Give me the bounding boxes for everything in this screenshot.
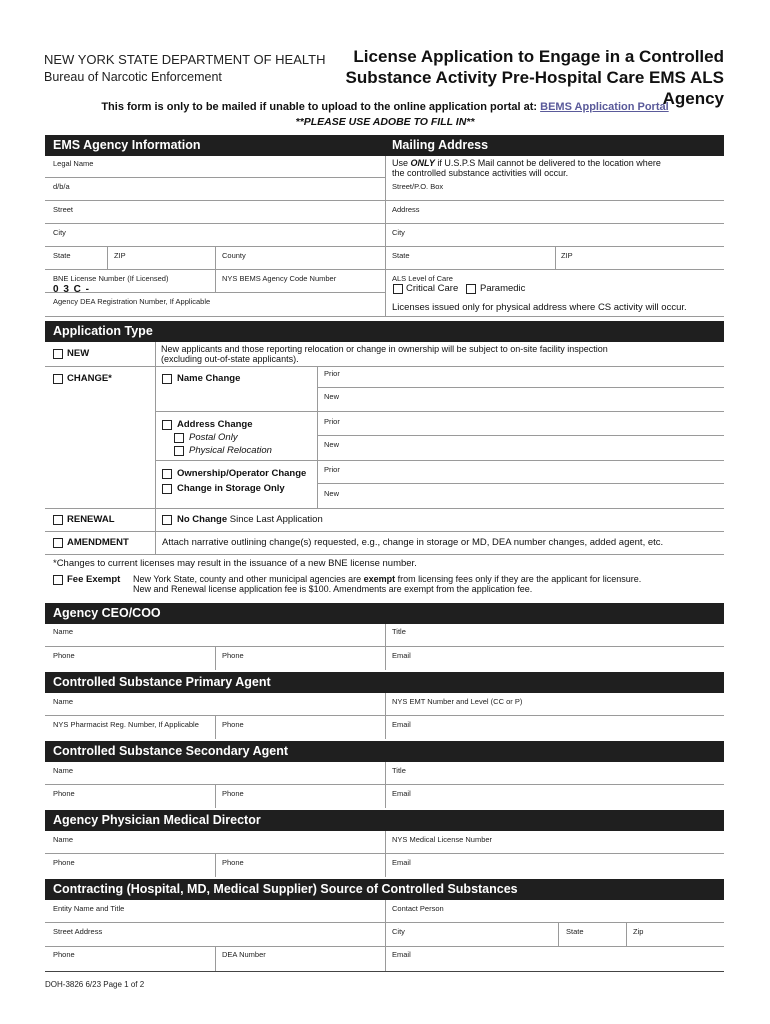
source-contact-field[interactable]: Contact Person bbox=[392, 904, 444, 913]
amendment-label: AMENDMENT bbox=[67, 537, 129, 548]
county-field[interactable]: County bbox=[222, 251, 246, 260]
department-name: NEW YORK STATE DEPARTMENT OF HEALTH bbox=[44, 52, 326, 67]
divider bbox=[45, 784, 724, 785]
divider bbox=[45, 292, 385, 293]
divider bbox=[215, 715, 216, 739]
paramedic-checkbox[interactable] bbox=[466, 284, 476, 294]
source-email-field[interactable]: Email bbox=[392, 950, 411, 959]
street-po-box-field[interactable]: Street/P.O. Box bbox=[392, 182, 444, 191]
no-change-label bbox=[177, 514, 323, 525]
fee-note bbox=[133, 574, 641, 594]
name-change-new-field[interactable]: New bbox=[324, 392, 340, 401]
new-note-line1: New applicants and those reporting relocation or change in ownership will be subject to on-site facility inspection bbox=[161, 344, 608, 354]
license-address-note: Licenses issued only for physical address where CS activity will occur. bbox=[392, 302, 687, 313]
ceo-phone1-field[interactable]: Phone bbox=[53, 651, 75, 660]
new-note bbox=[161, 344, 608, 364]
address-change-label: Address Change bbox=[177, 419, 253, 430]
section-primary-agent bbox=[45, 672, 724, 693]
address-change-new-field[interactable]: New bbox=[324, 440, 340, 449]
primary-emt-field[interactable]: NYS EMT Number and Level (CC or P) bbox=[392, 697, 523, 706]
section-cs-source bbox=[45, 879, 724, 900]
bems-portal-link[interactable]: BEMS Application Portal bbox=[540, 101, 669, 113]
divider bbox=[558, 922, 559, 946]
secondary-title-field[interactable]: Title bbox=[392, 766, 406, 775]
divider bbox=[45, 316, 724, 317]
renewal-checkbox[interactable] bbox=[53, 515, 63, 525]
section-application-type bbox=[45, 321, 724, 342]
name-change-checkbox[interactable] bbox=[162, 374, 172, 384]
source-city-field[interactable]: City bbox=[392, 927, 405, 936]
bureau-name: Bureau of Narcotic Enforcement bbox=[44, 70, 222, 84]
state-field[interactable]: State bbox=[53, 251, 71, 260]
physical-relocation-label: Physical Relocation bbox=[189, 445, 272, 456]
primary-phone-field[interactable]: Phone bbox=[222, 720, 244, 729]
amendment-note: Attach narrative outlining change(s) requested, e.g., change in storage or MD, DEA number changes, added agent, etc. bbox=[162, 537, 664, 548]
section-ems-agency bbox=[45, 135, 724, 156]
storage-change-checkbox[interactable] bbox=[162, 484, 172, 494]
divider bbox=[45, 715, 724, 716]
primary-pharmacist-field[interactable]: NYS Pharmacist Reg. Number, If Applicable bbox=[53, 720, 199, 729]
street-field[interactable]: Street bbox=[53, 205, 74, 214]
divider bbox=[45, 646, 724, 647]
critical-care-label: Critical Care bbox=[406, 283, 459, 294]
divider bbox=[317, 387, 724, 388]
physician-section-title: Agency Physician Medical Director bbox=[53, 813, 261, 827]
divider bbox=[385, 900, 386, 971]
divider bbox=[45, 177, 385, 178]
divider bbox=[45, 200, 724, 201]
secondary-name-field[interactable]: Name bbox=[53, 766, 74, 775]
legal-name-field[interactable]: Legal Name bbox=[53, 159, 94, 168]
divider bbox=[215, 784, 216, 808]
physician-email-field[interactable]: Email bbox=[392, 858, 411, 867]
section-physician bbox=[45, 810, 724, 831]
als-level-label: ALS Level of Care bbox=[392, 274, 453, 283]
divider bbox=[45, 366, 724, 367]
divider bbox=[155, 342, 156, 554]
ownership-change-checkbox[interactable] bbox=[162, 469, 172, 479]
bne-license-field[interactable]: BNE License Number (If Licensed) bbox=[53, 274, 169, 283]
amendment-checkbox[interactable] bbox=[53, 538, 63, 548]
storage-change-label: Change in Storage Only bbox=[177, 483, 285, 494]
divider bbox=[317, 483, 724, 484]
ceo-section-title: Agency CEO/COO bbox=[53, 606, 161, 620]
mailing-note-pre: Use bbox=[392, 158, 411, 168]
primary-email-field[interactable]: Email bbox=[392, 720, 411, 729]
divider bbox=[626, 922, 627, 946]
address-change-prior-field[interactable]: Prior bbox=[324, 417, 340, 426]
divider bbox=[385, 762, 386, 808]
divider bbox=[215, 946, 216, 971]
source-zip-field[interactable]: Zip bbox=[633, 927, 644, 936]
ceo-title-field[interactable]: Title bbox=[392, 627, 406, 636]
secondary-phone1-field[interactable]: Phone bbox=[53, 789, 75, 798]
fee-note-pre: New York State, county and other municipal agencies are bbox=[133, 574, 364, 584]
divider bbox=[45, 269, 724, 270]
physician-phone1-field[interactable]: Phone bbox=[53, 858, 75, 867]
fee-exempt-checkbox[interactable] bbox=[53, 575, 63, 585]
fee-note-bold: exempt bbox=[363, 574, 396, 584]
address-change-checkbox[interactable] bbox=[162, 420, 172, 430]
name-change-prior-field[interactable]: Prior bbox=[324, 369, 340, 378]
mailing-address-field[interactable]: Address bbox=[392, 205, 420, 214]
divider bbox=[45, 853, 724, 854]
mailing-note-only: ONLY bbox=[410, 158, 435, 168]
new-checkbox[interactable] bbox=[53, 349, 63, 359]
mailing-note-line1 bbox=[392, 158, 661, 168]
new-label: NEW bbox=[67, 348, 90, 359]
mailing-state-field[interactable]: State bbox=[392, 251, 410, 260]
mailing-note-post: if U.S.P.S Mail cannot be delivered to the location where bbox=[434, 158, 661, 168]
ceo-phone2-field[interactable]: Phone bbox=[222, 651, 244, 660]
ems-section-title: EMS Agency Information bbox=[53, 138, 201, 152]
divider bbox=[45, 946, 724, 947]
no-change-rest: Since Last Application bbox=[227, 514, 323, 525]
agency-dea-field[interactable]: Agency DEA Registration Number, If Applicable bbox=[53, 297, 211, 306]
secondary-section-title: Controlled Substance Secondary Agent bbox=[53, 744, 288, 758]
source-entity-field[interactable]: Entity Name and Title bbox=[53, 904, 125, 913]
source-section-title: Contracting (Hospital, MD, Medical Supplier) Source of Controlled Substances bbox=[53, 882, 518, 896]
divider bbox=[45, 508, 724, 509]
primary-section-title: Controlled Substance Primary Agent bbox=[53, 675, 271, 689]
renewal-label: RENEWAL bbox=[67, 514, 115, 525]
new-note-line2: (excluding out-of-state applicants). bbox=[161, 354, 299, 364]
divider bbox=[385, 156, 386, 316]
divider bbox=[45, 223, 724, 224]
ceo-name-field[interactable]: Name bbox=[53, 627, 74, 636]
divider bbox=[385, 693, 386, 739]
critical-care-checkbox[interactable] bbox=[393, 284, 403, 294]
change-checkbox[interactable] bbox=[53, 374, 63, 384]
postal-only-label: Postal Only bbox=[189, 432, 238, 443]
form-title bbox=[304, 46, 724, 109]
no-change-checkbox[interactable] bbox=[162, 515, 172, 525]
mailing-note-line2: the controlled substance activities will occur. bbox=[392, 168, 569, 178]
divider bbox=[215, 853, 216, 877]
fee-note-line1 bbox=[133, 574, 641, 584]
adobe-notice: **PLEASE USE ADOBE TO FILL IN** bbox=[295, 116, 475, 128]
mail-notice-text: This form is only to be mailed if unable to upload to the online application portal at: bbox=[101, 101, 541, 113]
fee-note-line2: New and Renewal license application fee is $100. Amendments are exempt from the application fee. bbox=[133, 584, 533, 594]
divider bbox=[155, 460, 724, 461]
ownership-new-field[interactable]: New bbox=[324, 489, 340, 498]
divider bbox=[555, 246, 556, 269]
secondary-phone2-field[interactable]: Phone bbox=[222, 789, 244, 798]
secondary-email-field[interactable]: Email bbox=[392, 789, 411, 798]
city-field[interactable]: City bbox=[53, 228, 66, 237]
divider bbox=[45, 554, 724, 555]
fee-exempt-label: Fee Exempt bbox=[67, 574, 121, 585]
application-type-title: Application Type bbox=[53, 324, 153, 338]
zip-field[interactable]: ZIP bbox=[114, 251, 126, 260]
paramedic-label: Paramedic bbox=[480, 283, 526, 294]
form-title-line2: Substance Activity Pre-Hospital Care EMS ALS Agency bbox=[345, 68, 724, 108]
source-state-field[interactable]: State bbox=[566, 927, 584, 936]
postal-only-checkbox[interactable] bbox=[174, 433, 184, 443]
fee-note-post: from licensing fees only if they are the applicant for licensure. bbox=[395, 574, 642, 584]
primary-name-field[interactable]: Name bbox=[53, 697, 74, 706]
dba-field[interactable]: d/b/a bbox=[53, 182, 70, 191]
ownership-prior-field[interactable]: Prior bbox=[324, 465, 340, 474]
mail-notice bbox=[0, 101, 770, 113]
physical-relocation-checkbox[interactable] bbox=[174, 446, 184, 456]
bne-license-prefix: 0 3 C - bbox=[53, 284, 91, 295]
mailing-city-field[interactable]: City bbox=[392, 228, 405, 237]
divider bbox=[45, 531, 724, 532]
physician-phone2-field[interactable]: Phone bbox=[222, 858, 244, 867]
divider bbox=[107, 246, 108, 269]
physician-name-field[interactable]: Name bbox=[53, 835, 74, 844]
no-change-bold: No Change bbox=[177, 514, 228, 525]
change-label: CHANGE* bbox=[67, 373, 112, 384]
mailing-zip-field[interactable]: ZIP bbox=[561, 251, 573, 260]
ownership-change-label: Ownership/Operator Change bbox=[177, 468, 307, 479]
section-secondary-agent bbox=[45, 741, 724, 762]
mailing-note bbox=[392, 158, 661, 178]
source-street-field[interactable]: Street Address bbox=[53, 927, 103, 936]
divider bbox=[45, 922, 724, 923]
source-dea-field[interactable]: DEA Number bbox=[222, 950, 266, 959]
divider bbox=[215, 646, 216, 670]
physician-license-field[interactable]: NYS Medical License Number bbox=[392, 835, 493, 844]
ceo-email-field[interactable]: Email bbox=[392, 651, 411, 660]
divider bbox=[317, 435, 724, 436]
divider bbox=[385, 831, 386, 877]
section-agency-ceo bbox=[45, 603, 724, 624]
divider bbox=[385, 624, 386, 670]
bems-code-field[interactable]: NYS BEMS Agency Code Number bbox=[222, 274, 337, 283]
form-number: DOH-3826 6/23 Page 1 of 2 bbox=[45, 980, 145, 989]
name-change-label: Name Change bbox=[177, 373, 241, 384]
source-phone-field[interactable]: Phone bbox=[53, 950, 75, 959]
form-title-line1: License Application to Engage in a Controlled bbox=[353, 47, 724, 66]
divider bbox=[155, 411, 724, 412]
divider bbox=[45, 246, 724, 247]
divider bbox=[45, 971, 724, 972]
mailing-section-title: Mailing Address bbox=[392, 138, 489, 152]
changes-note: *Changes to current licenses may result in the issuance of a new BNE license number. bbox=[53, 558, 417, 569]
